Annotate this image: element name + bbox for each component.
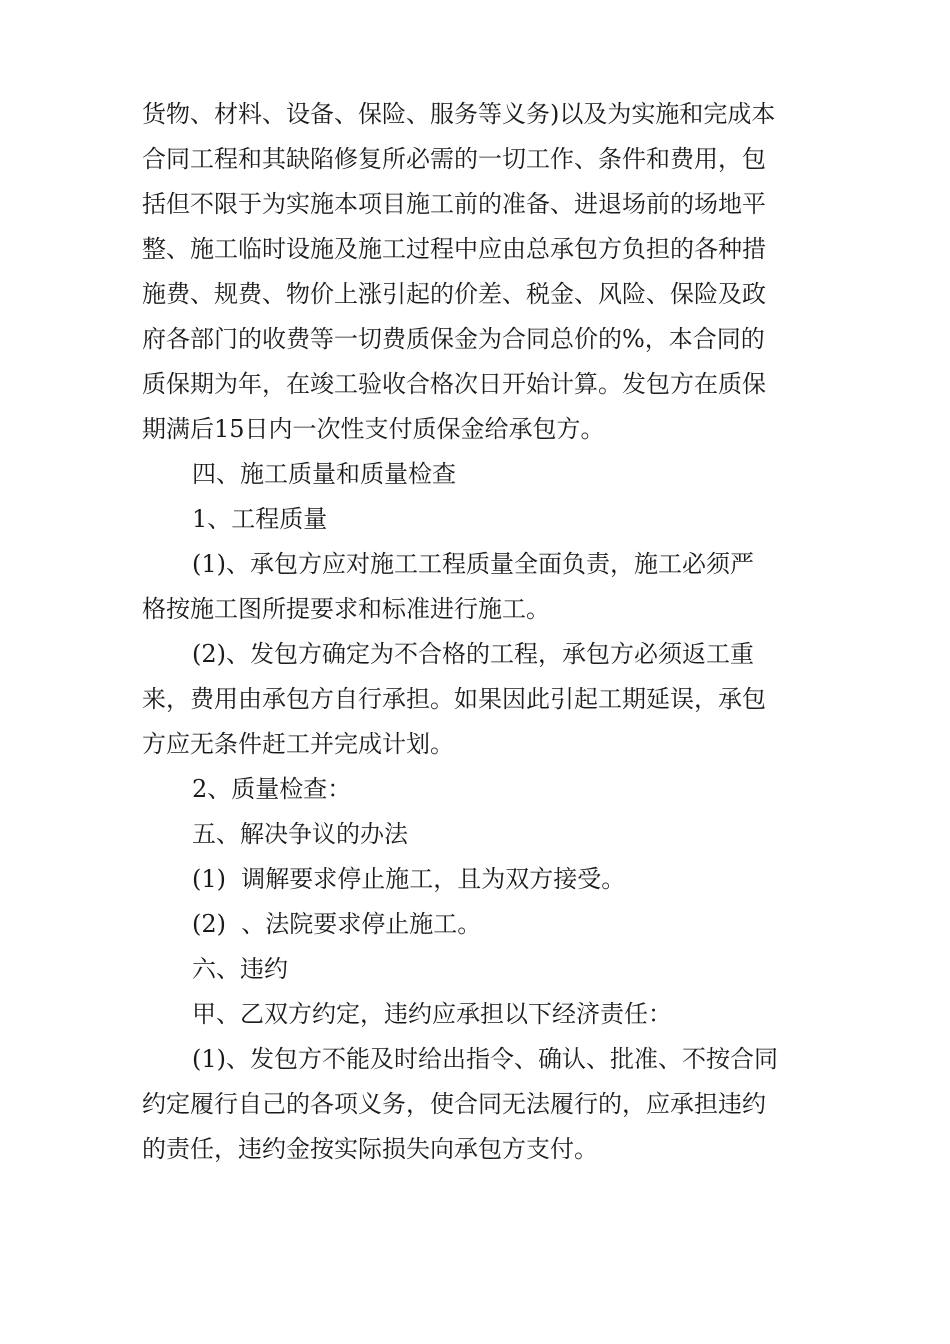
- text-line: 货物、材料、设备、保险、服务等义务)以及为实施和完成本: [142, 100, 776, 128]
- text-line: 甲、乙双方约定，违约应承担以下经济责任：: [192, 1000, 672, 1028]
- list-item: (2) 、法院要求停止施工。: [192, 910, 482, 938]
- document-body: [142, 92, 822, 1172]
- text-line: 施费、规费、物价上涨引起的价差、税金、风险、保险及政: [142, 280, 766, 308]
- text-line: 期满后15日内一次性支付质保金给承包方。: [142, 415, 605, 443]
- text-line: 府各部门的收费等一切费质保金为合同总价的%，本合同的: [142, 325, 765, 353]
- text-line: 约定履行自己的各项义务，使合同无法履行的，应承担违约: [142, 1090, 766, 1118]
- text-line: 质保期为年，在竣工验收合格次日开始计算。发包方在质保: [142, 370, 766, 398]
- text-line: 格按施工图所提要求和标准进行施工。: [142, 595, 550, 623]
- text-line: (2)、发包方确定为不合格的工程，承包方必须返工重: [192, 640, 754, 668]
- text-line: 方应无条件赶工并完成计划。: [142, 730, 454, 758]
- text-line: 括但不限于为实施本项目施工前的准备、进退场前的场地平: [142, 190, 766, 218]
- text-line: 的责任，违约金按实际损失向承包方支付。: [142, 1135, 598, 1163]
- section-heading: 五、解决争议的办法: [192, 820, 408, 848]
- text-line: (1)、承包方应对施工工程质量全面负责，施工必须严: [192, 550, 754, 578]
- text-line: 来，费用由承包方自行承担。如果因此引起工期延误，承包: [142, 685, 766, 713]
- subsection-heading: 1、工程质量: [192, 505, 328, 533]
- section-heading: 四、施工质量和质量检查: [192, 460, 456, 488]
- text-line: 合同工程和其缺陷修复所必需的一切工作、条件和费用，包: [142, 145, 766, 173]
- text-line: 整、施工临时设施及施工过程中应由总承包方负担的各种措: [142, 235, 766, 263]
- section-heading: 六、违约: [192, 955, 288, 983]
- list-item: (1) 调解要求停止施工，且为双方接受。: [192, 865, 626, 893]
- text-line: (1)、发包方不能及时给出指令、确认、批准、不按合同: [192, 1045, 778, 1073]
- subsection-heading: 2、质量检查：: [192, 775, 352, 803]
